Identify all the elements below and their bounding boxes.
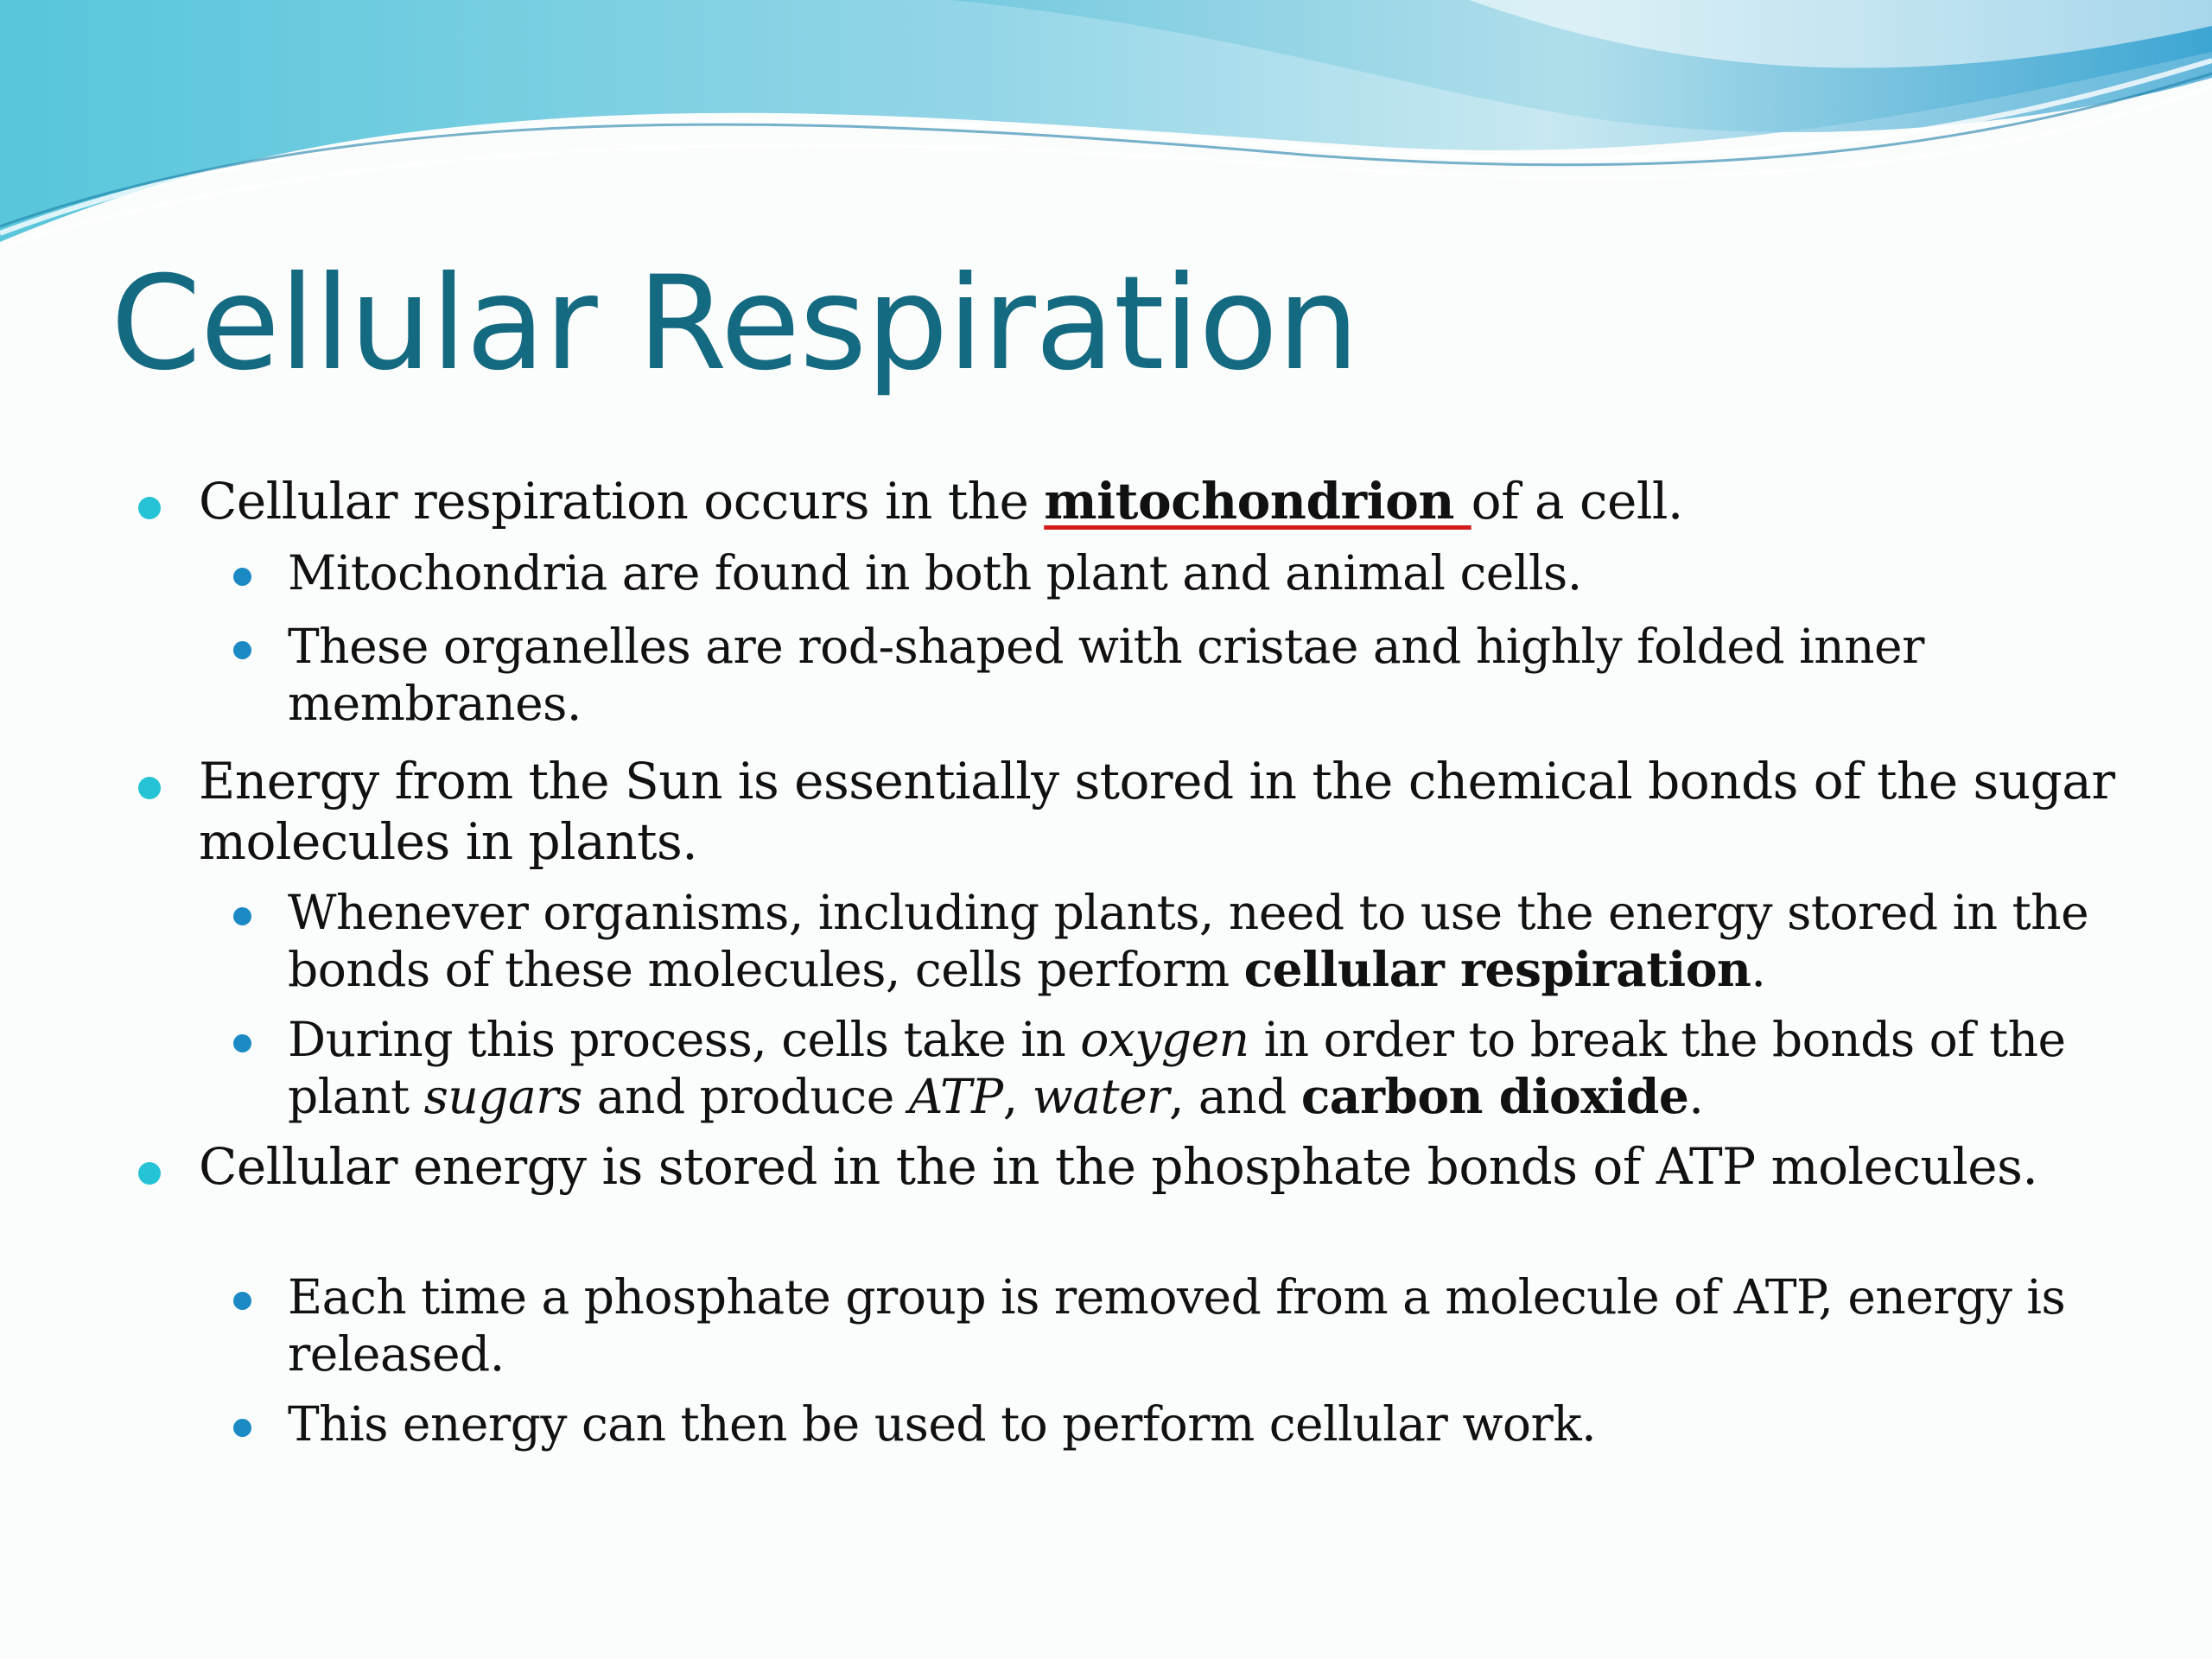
bullet-text: Each time a phosphate group is removed from a molecule of ATP, energy is released.	[288, 1269, 2066, 1382]
bullet-dot-level1	[138, 1162, 161, 1185]
bullet-item-level2	[288, 544, 2180, 601]
bullet-dot-level2	[233, 907, 251, 925]
bullet-item-level2	[288, 1395, 2180, 1452]
bullet-text: Whenever organisms, including plants, need to use the energy stored in the bonds of these molecules, cells perform	[288, 885, 2089, 997]
bullet-text: .	[1751, 942, 1766, 997]
bullet-item-level2	[288, 618, 2180, 732]
bullet-item-level2	[288, 1268, 2180, 1382]
bullet-text: This energy can then be used to perform cellular work.	[288, 1396, 1597, 1452]
bullet-dot-level2	[233, 568, 251, 586]
bullet-item-level2	[288, 884, 2180, 998]
bullet-text: of a cell.	[1471, 472, 1683, 531]
bullet-item-level2	[288, 1011, 2180, 1125]
bullet-dot-level1	[138, 497, 161, 519]
bullet-text: During this process, cells take in	[288, 1012, 1081, 1067]
slide-title: Cellular Respiration	[111, 249, 1359, 399]
bullet-dot-level2	[233, 1034, 251, 1052]
bullet-dot-level1	[138, 777, 161, 799]
bullet-text: Energy from the Sun is essentially stored in the chemical bonds of the sugar molecules in plants.	[199, 752, 2115, 871]
key-term-sugars: sugars	[423, 1069, 582, 1124]
bullet-item-level1	[199, 751, 2186, 872]
bullet-text: in order to break the bonds of the plant	[288, 1012, 2066, 1124]
bullet-text: Cellular respiration occurs in the	[199, 472, 1045, 531]
bullet-dot-level2	[233, 1419, 251, 1437]
bullet-text: .	[1688, 1069, 1704, 1124]
bullet-text: Cellular energy is stored in the in the phosphate bonds of ATP molecules.	[199, 1137, 2038, 1196]
bullet-item-level1	[199, 1136, 2186, 1197]
header-wave-decoration	[0, 0, 2212, 259]
bullet-text: These organelles are rod-shaped with cristae and highly folded inner membranes.	[288, 619, 1924, 731]
bullet-text: Mitochondria are found in both plant and animal cells.	[288, 545, 1582, 601]
key-term-water: water	[1032, 1069, 1169, 1124]
bullet-text: ,	[1002, 1069, 1033, 1124]
bullet-dot-level2	[233, 1292, 251, 1310]
key-term-mitochondrion: mitochondrion	[1044, 472, 1471, 531]
key-term-carbon-dioxide: carbon dioxide	[1300, 1068, 1689, 1124]
key-term-oxygen: oxygen	[1080, 1012, 1249, 1067]
bullet-dot-level2	[233, 641, 251, 659]
bullet-text: and produce	[582, 1069, 909, 1124]
bullet-item-level1	[199, 471, 2186, 531]
key-term-cellular-respiration: cellular respiration	[1243, 941, 1751, 997]
bullet-text: , and	[1168, 1069, 1301, 1124]
key-term-atp: ATP	[908, 1069, 1003, 1124]
